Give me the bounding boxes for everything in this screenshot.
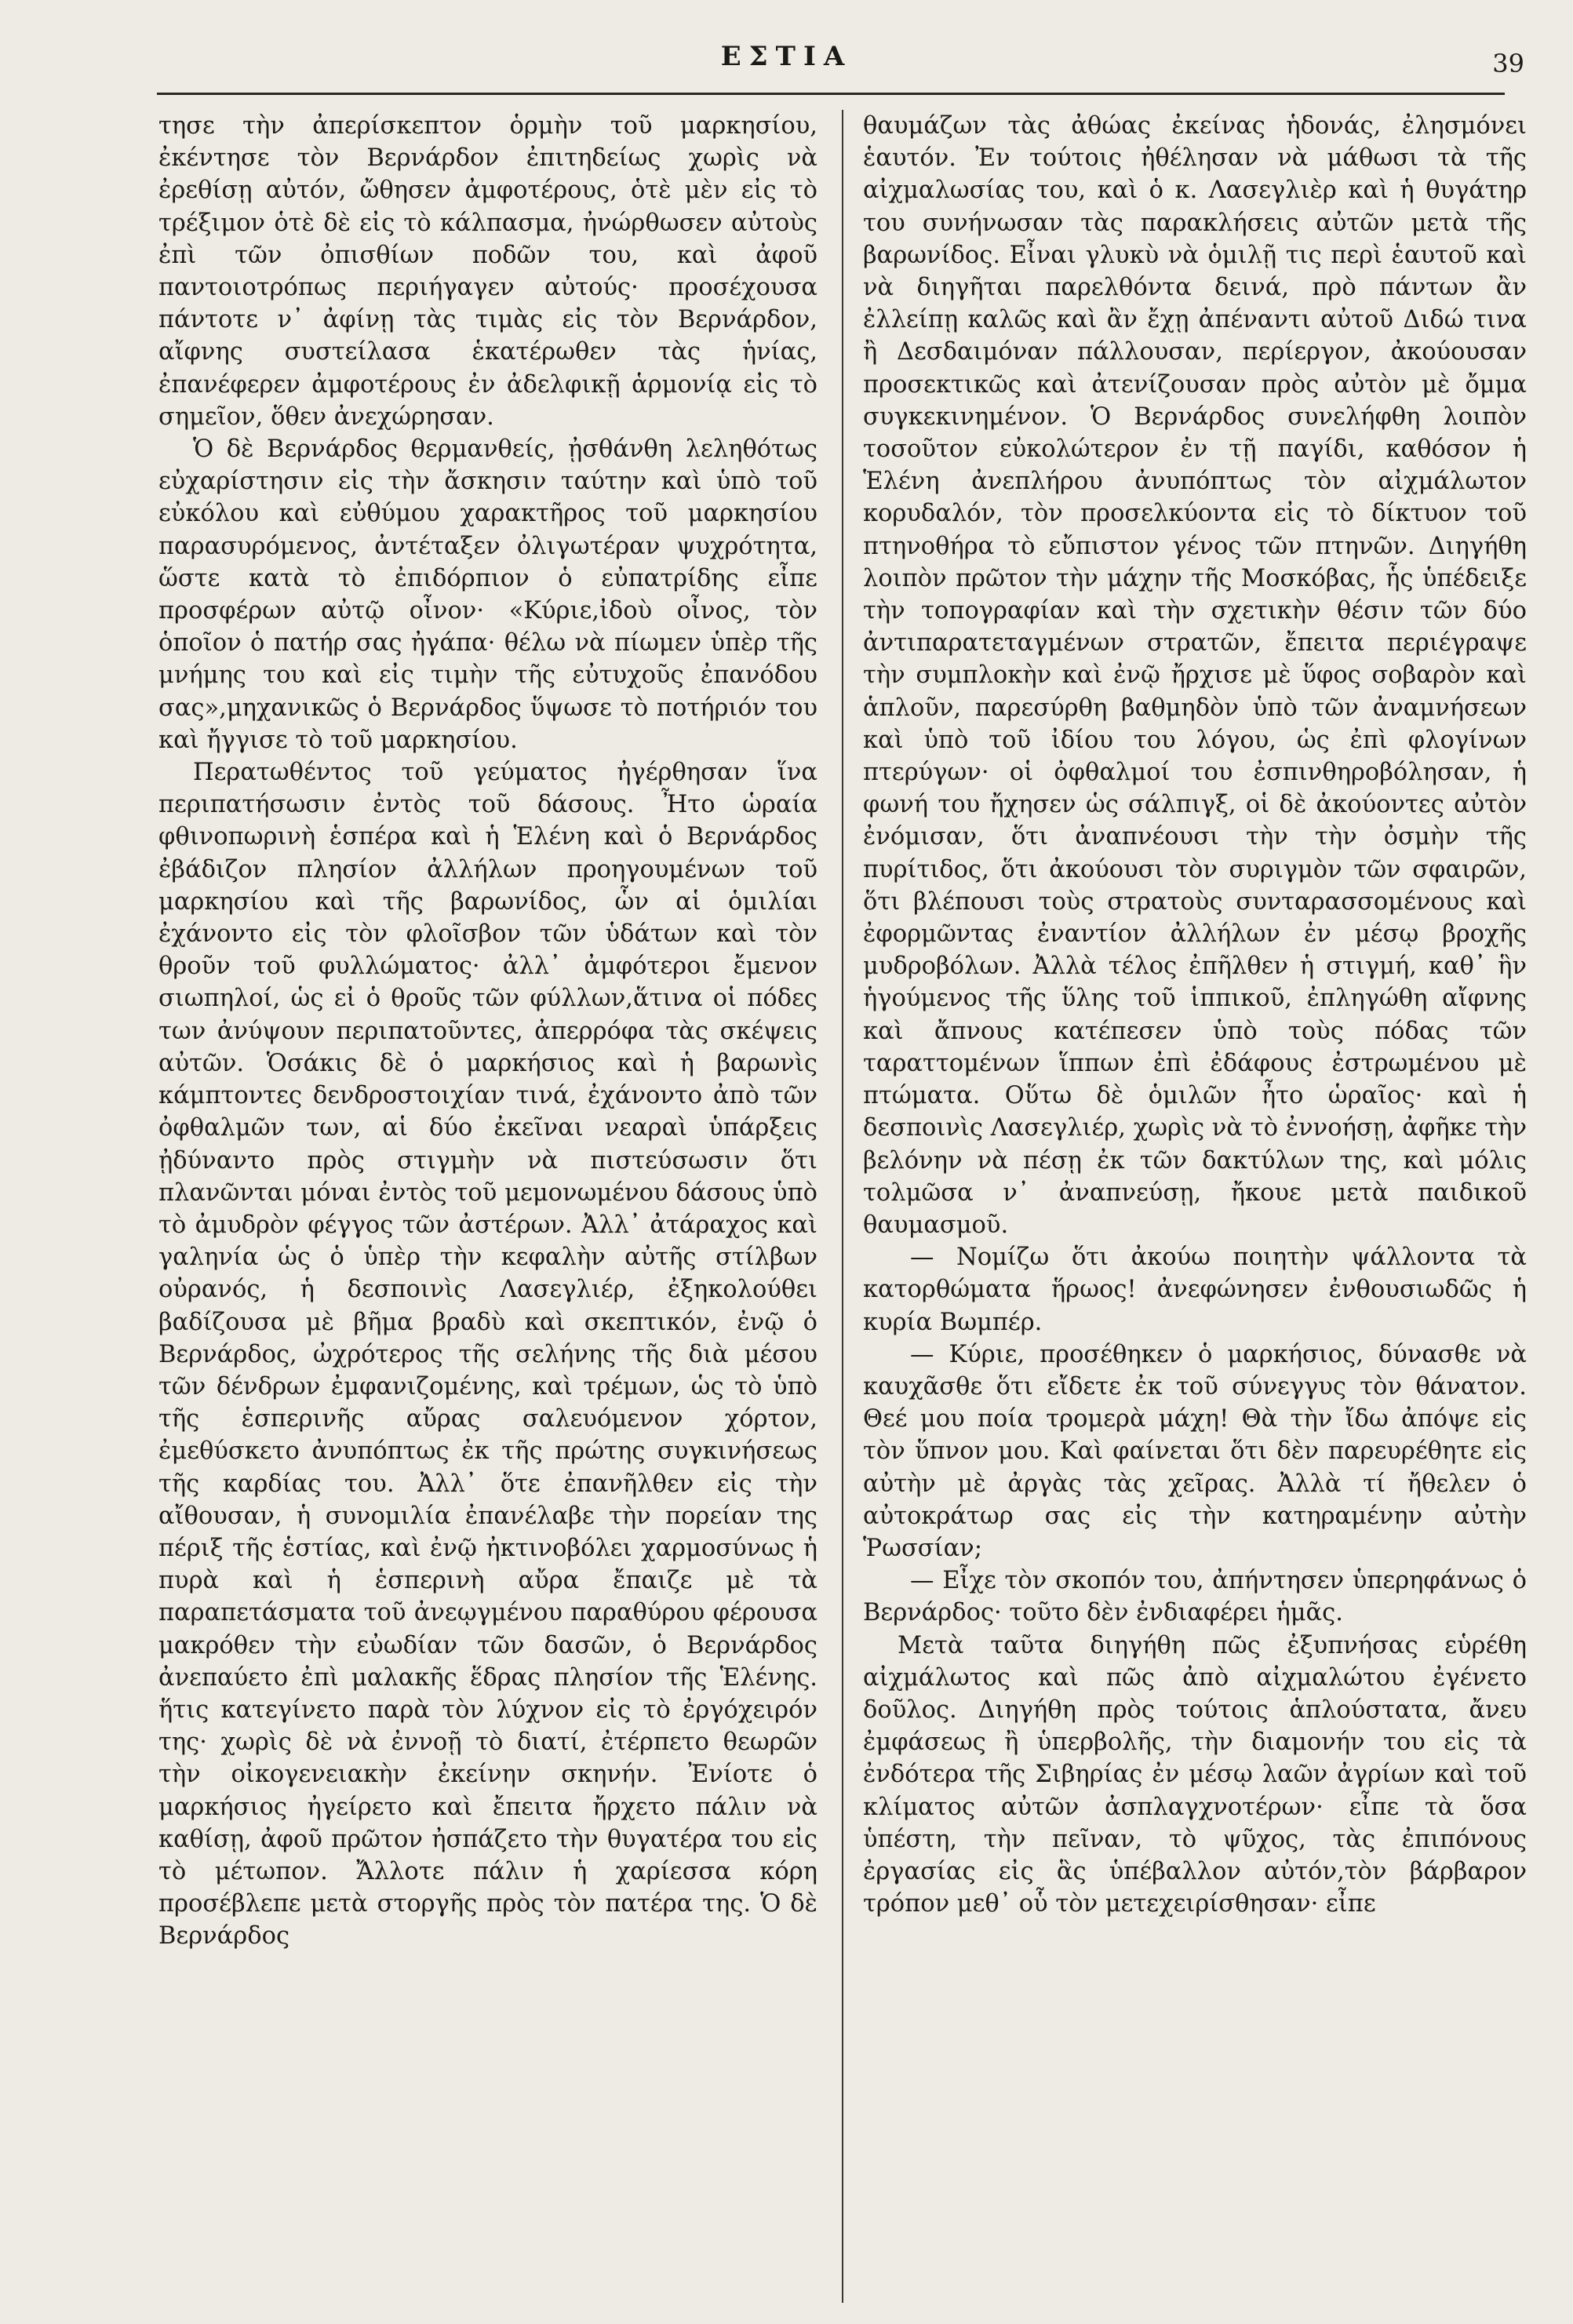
journal-title: ΕΣΤΙΑ <box>720 41 853 72</box>
dialogue-paragraph: — Κύριε, προσέθηκεν ὁ μαρκήσιος, δύνασθε νὰ καυχᾶσθε ὅτι εἴδετε ἐκ τοῦ σύνεγγυς τὸν θάνατον. Θεέ μου ποία τρομερὰ μάχη! Θὰ τὴν ἴδω ἀπόψε εἰς τὸν ὕπνον μου. Καὶ φαίνεται ὅτι δὲν παρευρέθητε εἰς αὐτὴν μὲ ἀργὰς τὰς χεῖρας. Ἀλλὰ τί ἤθελεν ὁ αὐτοκράτωρ σας εἰς τὴν κατηραμένην αὐτὴν Ῥωσσίαν; <box>863 1340 1527 1562</box>
dialogue-paragraph: — Εἶχε τὸν σκοπόν του, ἀπήντησεν ὑπερηφάνως ὁ Βερνάρδος· τοῦτο δὲν ἐνδιαφέρει ἡμᾶς. <box>863 1567 1527 1627</box>
header-rule <box>157 93 1505 95</box>
left-column <box>158 110 817 2307</box>
paragraph: Ὁ δὲ Βερνάρδος θερμανθείς, ᾐσθάνθη λεληθότως εὐχαρίστησιν εἰς τὴν ἄσκησιν ταύτην καὶ ὑπὸ τοῦ εὐκόλου καὶ εὐθύμου χαρακτῆρος τοῦ μαρκησίου παρασυρόμενος, ἀντέταξεν ὀλιγωτέραν ψυχρότητα, ὥστε κατὰ τὸ ἐπιδόρπιον ὁ εὐπατρίδης εἶπε προσφέρων αὐτῷ οἶνον· «Κύριε,ἰδοὺ οἶνος, τὸν ὁποῖον ὁ πατήρ σας ἠγάπα· θέλω νὰ πίωμεν ὑπὲρ τῆς μνήμης του καὶ εἰς τιμὴν τῆς εὐτυχοῦς ἐπανόδου σας»,μηχανικῶς ὁ Βερνάρδος ὕψωσε τὸ ποτήριόν του καὶ ἤγγισε τὸ τοῦ μαρκησίου. <box>158 435 817 754</box>
column-divider <box>842 110 843 2303</box>
right-column <box>863 110 1527 2307</box>
paragraph: θαυμάζων τὰς ἀθώας ἐκείνας ἡδονάς, ἐλησμόνει ἑαυτόν. Ἐν τούτοις ἠθέλησαν νὰ μάθωσι τὰ τῆς αἰχμαλωσίας του, καὶ ὁ κ. Λασεγλιὲρ καὶ ἡ θυγάτηρ του συνήνωσαν τὰς παρακλήσεις αὐτῶν μετὰ τῆς βαρωνίδος. Εἶναι γλυκὺ νὰ ὁμιλῇ τις περὶ ἑαυτοῦ καὶ νὰ διηγῆται παρελθόντα δεινά, πρὸ πάντων ἂν ἐλλείπῃ καλῶς καὶ ἂν ἔχῃ ἀπέναντι αὐτοῦ Διδώ τινα ἢ Δεσδαιμόναν πάλλουσαν, περίεργον, ἀκούουσαν προσεκτικῶς καὶ ἀτενίζουσαν πρὸς αὐτὸν μὲ ὄμμα συγκεκινημένον. Ὁ Βερνάρδος συνελήφθη λοιπὸν τοσοῦτον εὐκολώτερον ἐν τῇ παγίδι, καθόσον ἡ Ἑλένη ἀνεπλήρου ἀνυπόπτως τὸν αἰχμάλωτον κορυδαλόν, τὸν προσελκύοντα εἰς τὸ δίκτυον τοῦ πτηνοθήρα τὸ εὔπιστον γένος τῶν πτηνῶν. Διηγήθη λοιπὸν πρῶτον τὴν μάχην τῆς Μοσκόβας, ἧς ὑπέδειξε τὴν τοπογραφίαν καὶ τὴν σχετικὴν θέσιν τῶν δύο ἀντιπαρατεταγμένων στρατῶν, ἔπειτα περιέγραψε τὴν συμπλοκὴν καὶ ἐνῷ ἤρχισε μὲ ὕφος σοβαρὸν καὶ ἁπλοῦν, παρεσύρθη βαθμηδὸν ὑπὸ τῶν ἀναμνήσεων καὶ ὑπὸ τοῦ ἰδίου του λόγου, ὡς ἐπὶ φλογίνων πτερύγων· οἱ ὀφθαλμοί του ἐσπινθηροβόλησαν, ἡ φωνή του ἤχησεν ὡς σάλπιγξ, οἱ δὲ ἀκούοντες αὐτὸν ἐνόμισαν, ὅτι ἀναπνέουσι τὴν τὴν ὀσμὴν τῆς πυρίτιδος, ὅτι ἀκούουσι τὸν συριγμὸν τῶν σφαιρῶν, ὅτι βλέπουσι τοὺς στρατοὺς συνταρασσομένους καὶ ἐφορμῶντας ἐναντίον ἀλλήλων ἐν μέσῳ βροχῆς μυδροβόλων. Ἀλλὰ τέλος ἐπῆλθεν ἡ στιγμή, καθ᾽ ἣν ἡγούμενος τῆς ὕλης τοῦ ἱππικοῦ, ἐπληγώθη αἴφνης καὶ ἄπνους κατέπεσεν ὑπὸ τοὺς πόδας τῶν ταραττομένων ἵππων ἐπὶ ἐδάφους ἐστρωμένου μὲ πτώματα. Οὕτω δὲ ὁμιλῶν ἦτο ὡραῖος· καὶ ἡ δεσποινὶς Λασεγλιέρ, χωρὶς νὰ τὸ ἐννοήσῃ, ἀφῆκε τὴν βελόνην νὰ πέσῃ ἐκ τῶν δακτύλων της, καὶ μόλις τολμῶσα ν᾽ ἀναπνεύσῃ, ἤκουε μετὰ παιδικοῦ θαυμασμοῦ. <box>863 112 1527 1239</box>
running-head <box>0 41 1573 88</box>
paragraph: τησε τὴν ἀπερίσκεπτον ὁρμὴν τοῦ μαρκησίου, ἐκέντησε τὸν Βερνάρδον ἐπιτηδείως χωρὶς νὰ ἐρεθίσῃ αὐτόν, ὤθησεν ἀμφοτέρους, ὁτὲ μὲν εἰς τὸ τρέξιμον ὁτὲ δὲ εἰς τὸ κάλπασμα, ἠνώρθωσεν αὐτοὺς ἐπὶ τῶν ὀπισθίων ποδῶν του, καὶ ἀφοῦ παντοιοτρόπως περιήγαγεν αὐτούς· προσέχουσα πάντοτε ν᾽ ἀφίνῃ τὰς τιμὰς εἰς τὸν Βερνάρδον, αἴφνης συστείλασα ἑκατέρωθεν τὰς ἡνίας, ἐπανέφερεν ἀμφοτέρους ἐν ἀδελφικῇ ἁρμονίᾳ εἰς τὸ σημεῖον, ὅθεν ἀνεχώρησαν. <box>158 112 817 431</box>
paragraph: Μετὰ ταῦτα διηγήθη πῶς ἐξυπνήσας εὑρέθη αἰχμάλωτος καὶ πῶς ἀπὸ αἰχμαλώτου ἐγένετο δοῦλος. Διηγήθη πρὸς τούτοις ἁπλούστατα, ἄνευ ἐμφάσεως ἢ ὑπερβολῆς, τὴν διαμονήν του εἰς τὰ ἐνδότερα τῆς Σιβηρίας ἐν μέσῳ λαῶν ἀγρίων καὶ τοῦ κλίματος αὐτῶν ἀσπλαγχνοτέρων· εἶπε τὰ ὅσα ὑπέστη, τὴν πεῖναν, τὸ ψῦχος, τὰς ἐπιπόνους ἐργασίας εἰς ἃς ὑπέβαλλον αὐτόν,τὸν βάρβαρον τρόπον μεθ᾽ οὗ τὸν μετεχειρίσθησαν· εἶπε <box>863 1631 1527 1918</box>
page-number: 39 <box>1492 49 1524 78</box>
dialogue-paragraph: — Νομίζω ὅτι ἀκούω ποιητὴν ψάλλοντα τὰ κατορθώματα ἥρωος! ἀνεφώνησεν ἐνθουσιωδῶς ἡ κυρία Βωμπέρ. <box>863 1244 1527 1336</box>
paragraph: Περατωθέντος τοῦ γεύματος ἠγέρθησαν ἵνα περιπατήσωσιν ἐντὸς τοῦ δάσους. Ἦτο ὡραία φθινοπωρινὴ ἑσπέρα καὶ ἡ Ἑλένη καὶ ὁ Βερνάρδος ἐβάδιζον πλησίον ἀλλήλων προηγουμένων τοῦ μαρκησίου καὶ τῆς βαρωνίδος, ὧν αἱ ὁμιλίαι ἐχάνοντο εἰς τὸν φλοῖσβον τῶν ὑδάτων καὶ τὸν θροῦν τοῦ φυλλώματος· ἀλλ᾽ ἀμφότεροι ἔμενον σιωπηλοί, ὡς εἰ ὁ θροῦς τῶν φύλλων,ἅτινα οἱ πόδες των ἀνύψουν περιπατοῦντες, ἀπερρόφα τὰς σκέψεις αὐτῶν. Ὁσάκις δὲ ὁ μαρκήσιος καὶ ἡ βαρωνὶς κάμπτοντες δενδροστοιχίαν τινά, ἐχάνοντο ἀπὸ τῶν ὀφθαλμῶν των, αἱ δύο ἐκεῖναι νεαραὶ ὑπάρξεις ᾐδύναντο πρὸς στιγμὴν νὰ πιστεύσωσιν ὅτι πλανῶνται μόναι ἐντὸς τοῦ μεμονωμένου δάσους ὑπὸ τὸ ἀμυδρὸν φέγγος τῶν ἀστέρων. Ἀλλ᾽ ἀτάραχος καὶ γαληνία ὡς ὁ ὑπὲρ τὴν κεφαλὴν αὐτῆς στίλβων οὐρανός, ἡ δεσποινὶς Λασεγλιέρ, ἐξηκολούθει βαδίζουσα μὲ βῆμα βραδὺ καὶ σκεπτικόν, ἐνῷ ὁ Βερνάρδος, ὠχρότερος τῆς σελήνης τῆς διὰ μέσου τῶν δένδρων ἐμφανιζομένης, καὶ τρέμων, ὡς τὸ ὑπὸ τῆς ἑσπερινῆς αὔρας σαλευόμενον χόρτον, ἐμεθύσκετο ἀνυπόπτως ἐκ τῆς πρώτης συγκινήσεως τῆς καρδίας του. Ἀλλ᾽ ὅτε ἐπανῆλθεν εἰς τὴν αἴθουσαν, ἡ συνομιλία ἐπανέλαβε τὴν πορείαν της πέριξ τῆς ἑστίας, καὶ ἐνῷ ἠκτινοβόλει χαρμοσύνως ἡ πυρὰ καὶ ἡ ἑσπερινὴ αὔρα ἔπαιζε μὲ τὰ παραπετάσματα τοῦ ἀνεῳγμένου παραθύρου φέρουσα μακρόθεν τὴν εὐωδίαν τῶν δασῶν, ὁ Βερνάρδος ἀνεπαύετο ἐπὶ μαλακῆς ἕδρας πλησίον τῆς Ἑλένης. ἥτις κατεγίνετο παρὰ τὸν λύχνον εἰς τὸ ἐργόχειρόν της· χωρὶς δὲ νὰ ἐννοῇ τὸ διατί, ἐτέρπετο θεωρῶν τὴν οἰκογενειακὴν ἐκείνην σκηνήν. Ἐνίοτε ὁ μαρκήσιος ἠγείρετο καὶ ἔπειτα ἤρχετο πάλιν νὰ καθίσῃ, ἀφοῦ πρῶτον ἠσπάζετο τὴν θυγατέρα του εἰς τὸ μέτωπον. Ἄλλοτε πάλιν ἡ χαρίεσσα κόρη προσέβλεπε μετὰ στοργῆς πρὸς τὸν πατέρα της. Ὁ δὲ Βερνάρδος <box>158 759 817 1951</box>
